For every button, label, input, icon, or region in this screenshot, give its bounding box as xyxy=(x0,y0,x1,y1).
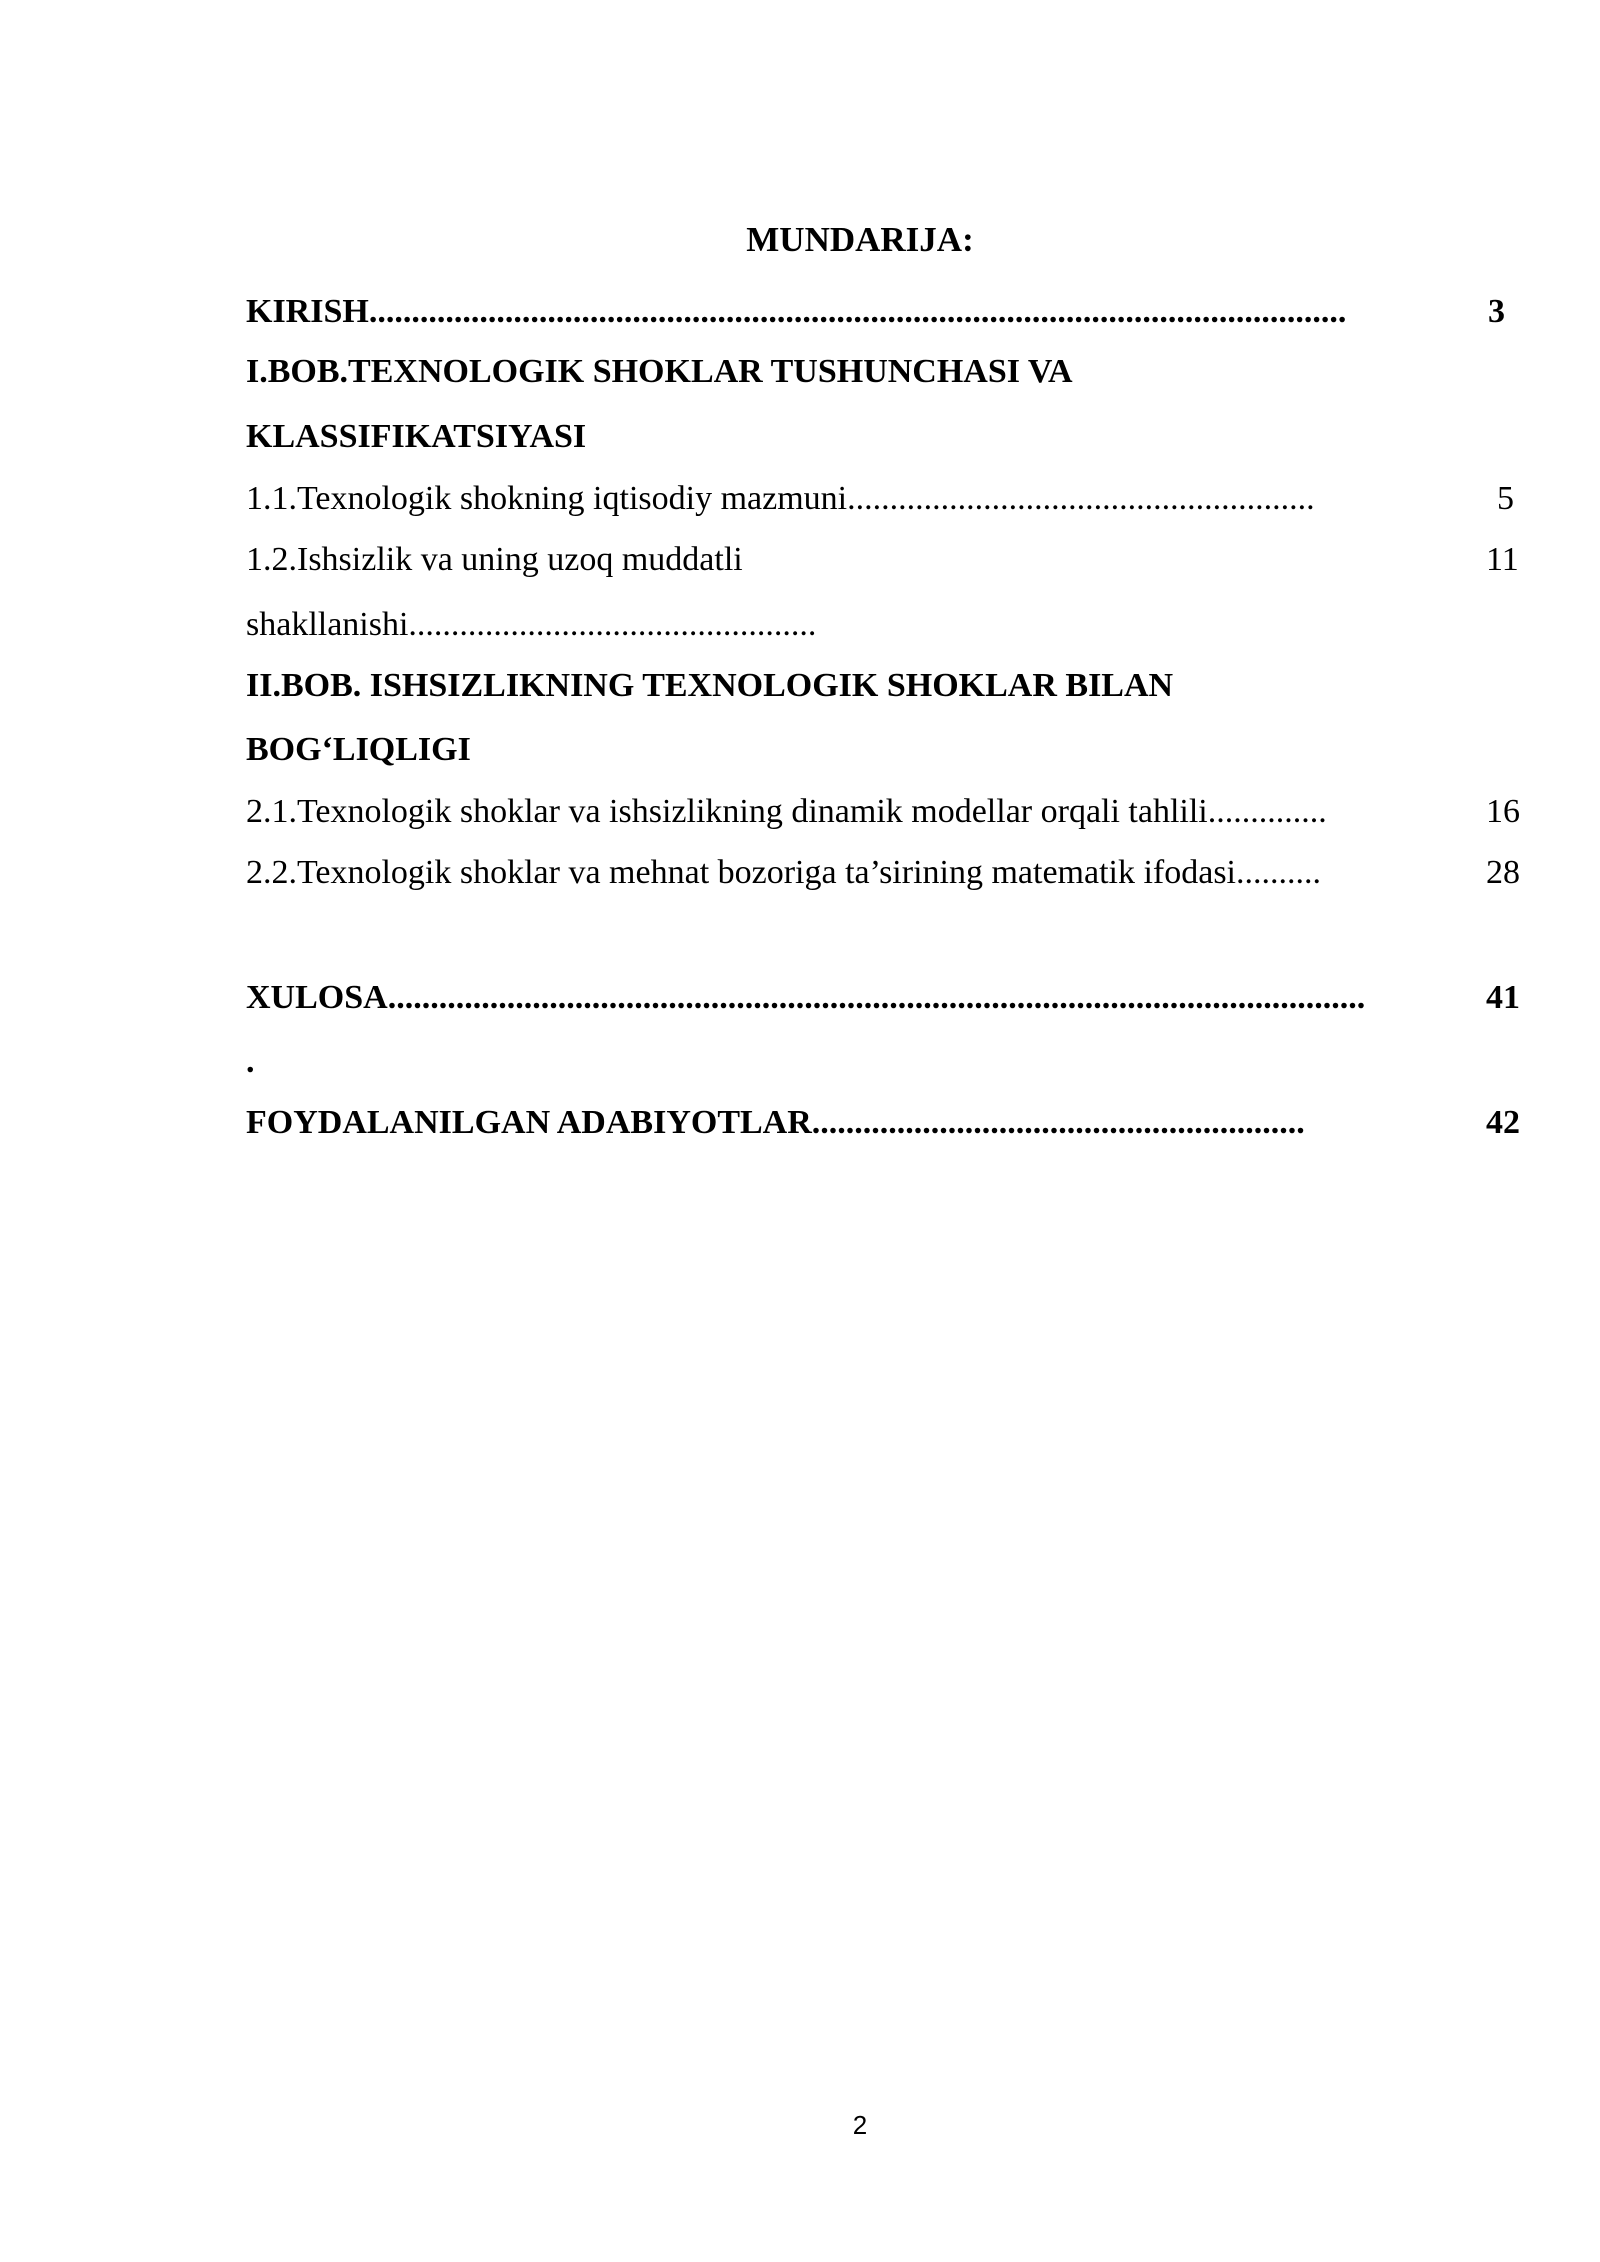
toc-entry-page: 16 xyxy=(1486,793,1520,830)
toc-entry-label: 2.1.Texnologik shoklar va ishsizlikning dinamik modellar orqali tahlili.............. xyxy=(246,793,1327,830)
toc-entry-page: 5 xyxy=(1497,480,1514,517)
toc-entry-label: 1.2.Ishsizlik va uning uzoq muddatli xyxy=(246,541,743,578)
toc-chapter-1-line2[interactable]: KLASSIFIKATSIYASI xyxy=(246,418,587,455)
toc-entry-label: KIRISH................................................................................................................... xyxy=(246,293,1347,330)
toc-entry-label: XULOSA................................................................................................................... xyxy=(246,979,1366,1016)
toc-entry-1-2[interactable] xyxy=(246,538,1522,582)
toc-entry-page: 11 xyxy=(1486,541,1519,578)
toc-entry-label: shakllanishi................................................ xyxy=(246,606,817,643)
toc-entry-kirish[interactable] xyxy=(246,290,1522,334)
toc-entry-label: FOYDALANILGAN ADABIYOTLAR.......................................................... xyxy=(246,1104,1305,1141)
toc-entry-label: 2.2.Texnologik shoklar va mehnat bozoriga ta’sirining matematik ifodasi.......... xyxy=(246,854,1322,891)
toc-entry-adabiyotlar[interactable] xyxy=(246,1101,1522,1145)
toc-entry-page: 42 xyxy=(1486,1104,1520,1141)
toc-entry-label: 1.1.Texnologik shokning iqtisodiy mazmuni....................................................... xyxy=(246,480,1315,517)
toc-entry-1-2-continued[interactable] xyxy=(246,603,1522,647)
page-number: 2 xyxy=(852,2110,868,2140)
toc-entry-2-2[interactable] xyxy=(246,851,1522,895)
page-title: MUNDARIJA: xyxy=(746,220,974,259)
toc-chapter-2-line1[interactable]: II.BOB. ISHSIZLIKNING TEXNOLOGIK SHOKLAR BILAN xyxy=(246,667,1174,704)
toc-entry-page: 28 xyxy=(1486,854,1520,891)
toc-entry-2-1[interactable] xyxy=(246,790,1522,834)
toc-entry-page: 3 xyxy=(1488,293,1505,330)
toc-entry-1-1[interactable] xyxy=(246,477,1522,521)
toc-entry-page: 41 xyxy=(1486,979,1520,1016)
toc-chapter-1-line1[interactable]: I.BOB.TEXNOLOGIK SHOKLAR TUSHUNCHASI VA xyxy=(246,353,1073,390)
stray-dot: . xyxy=(246,1043,255,1080)
toc-chapter-2-line2[interactable]: BOG‘LIQLIGI xyxy=(246,731,471,768)
toc-entry-xulosa[interactable] xyxy=(246,976,1522,1020)
